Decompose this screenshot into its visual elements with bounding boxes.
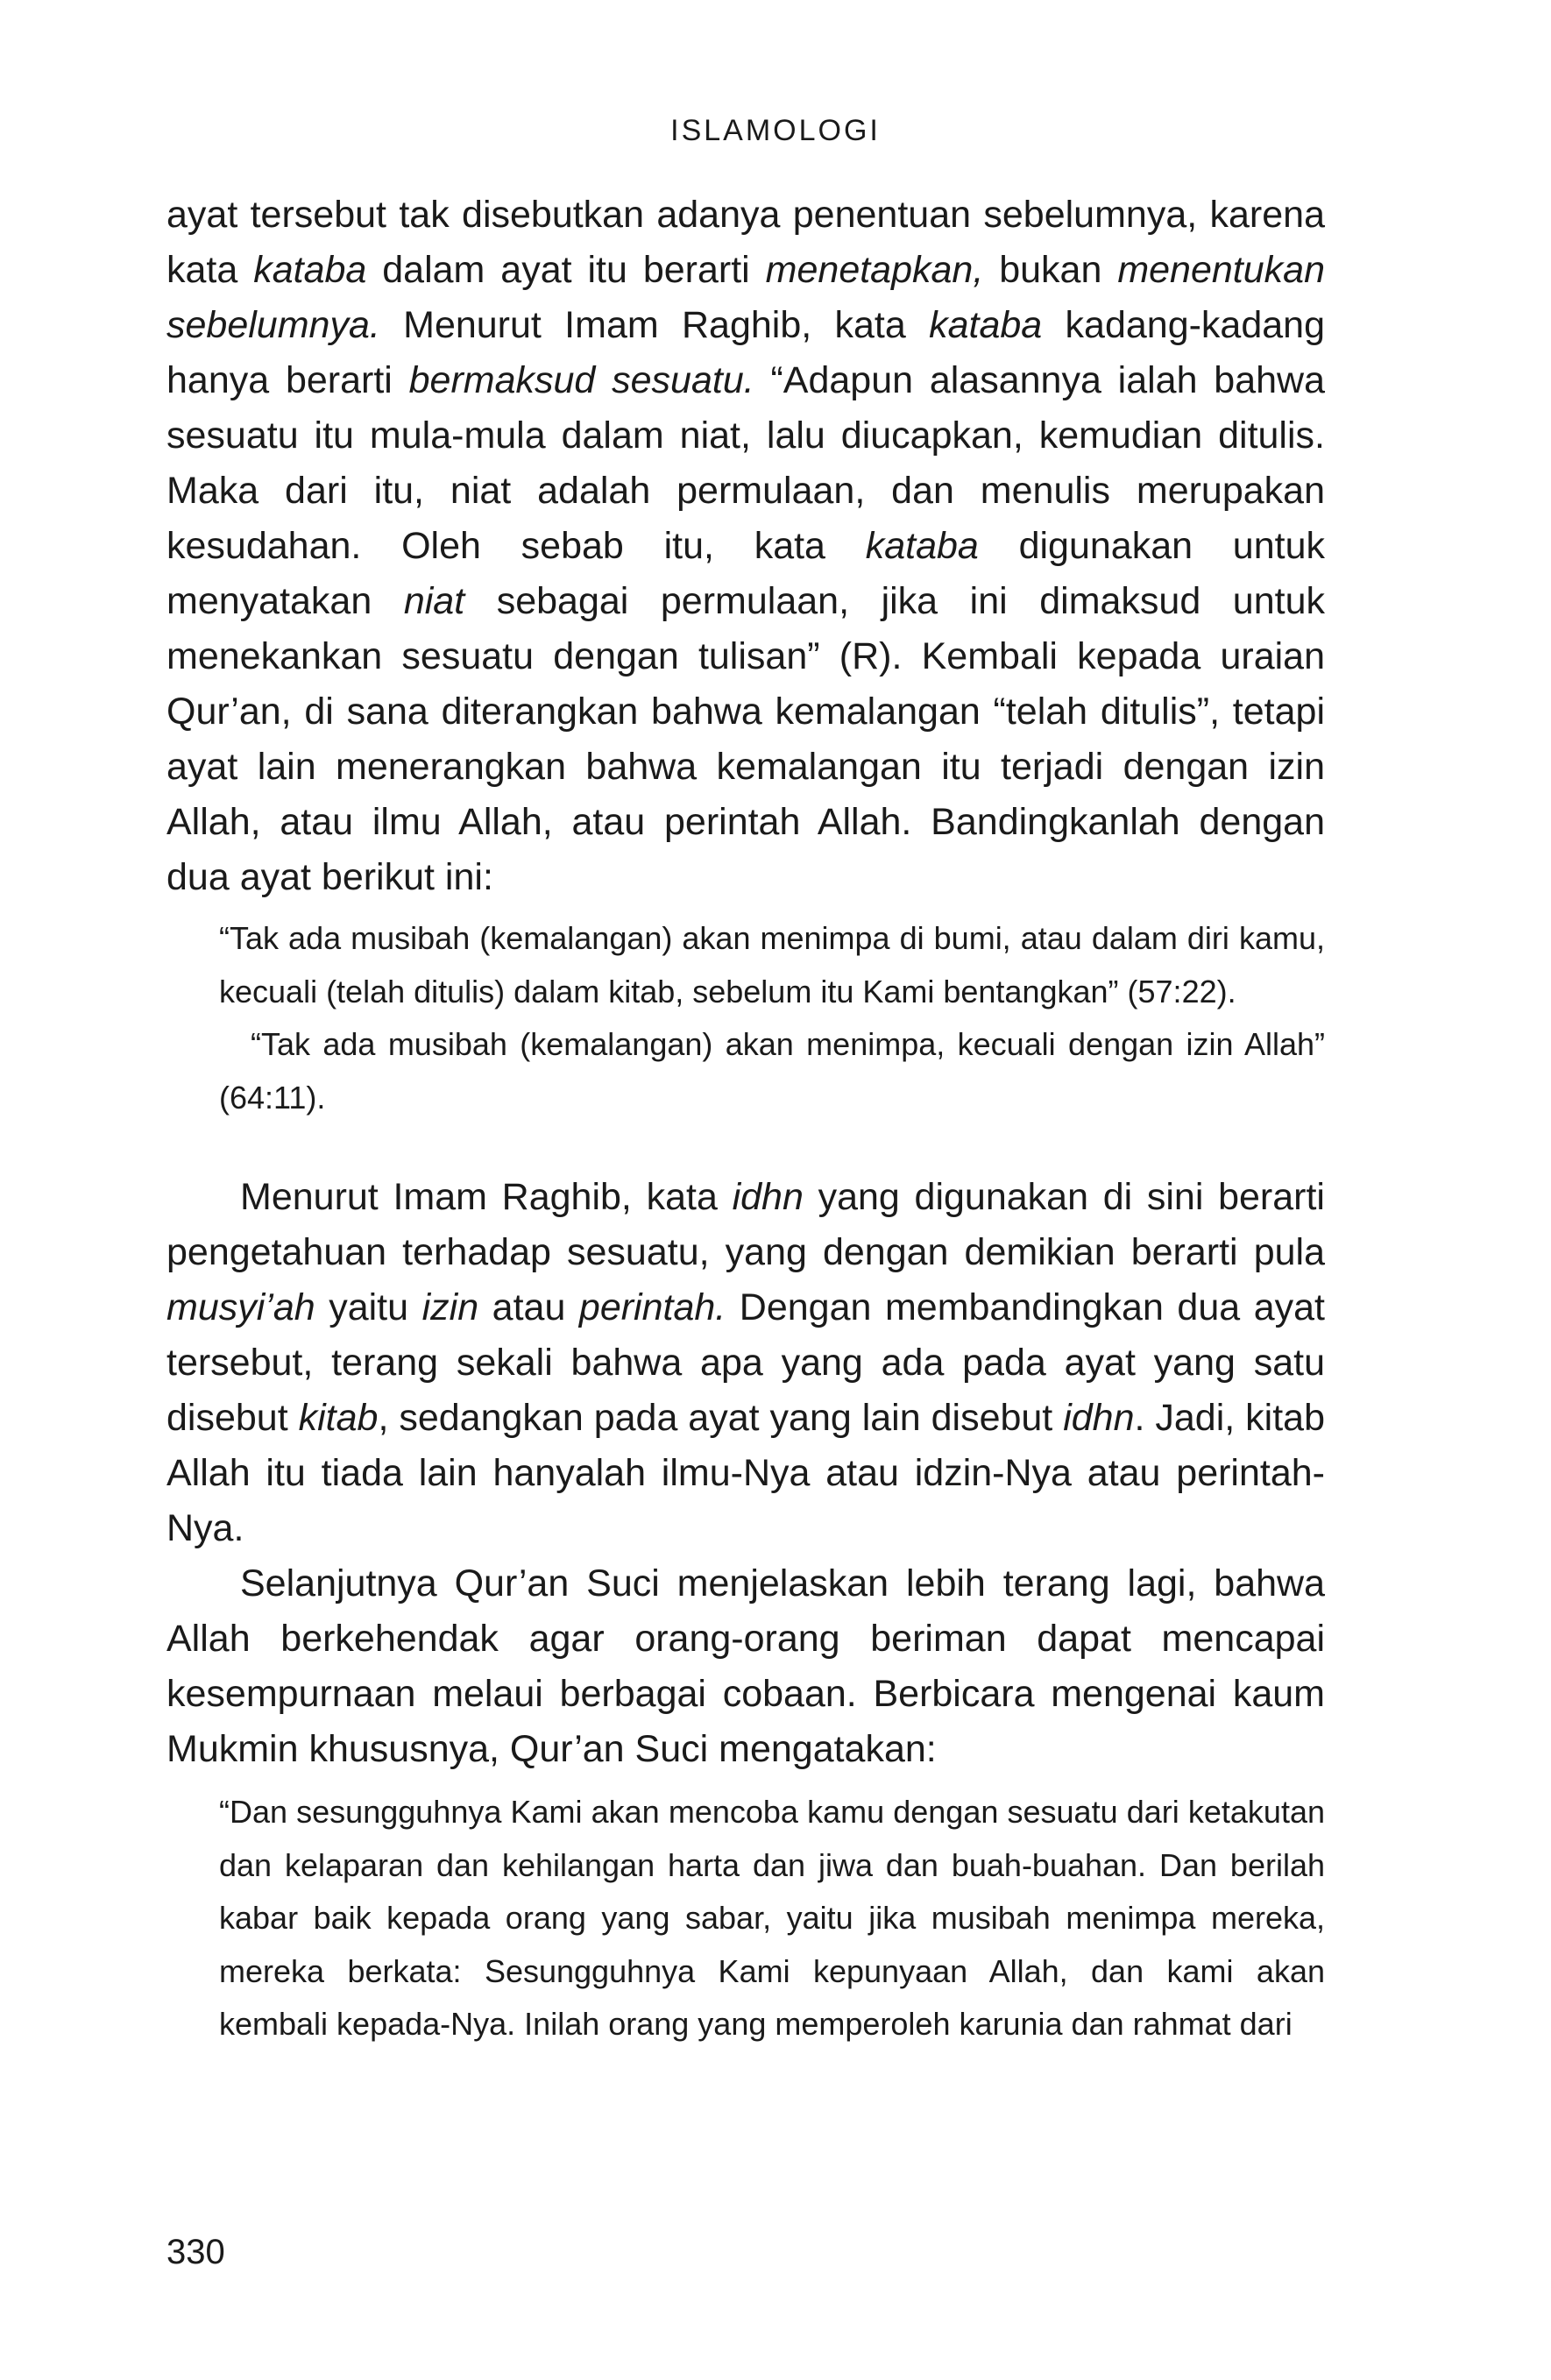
paragraph-3: Selanjutnya Qur’an Suci menjelaskan lebih terang lagi, bahwa Allah berkehendak agar orang-orang beriman dapat mencapai kesempurnaan melaui berbagai cobaan. Berbicara mengenai kaum Mukmin khususnya, Qur’an Suci mengatakan:: [166, 1562, 1325, 1770]
quote-block-2: [219, 1786, 1325, 2051]
page-number: 330: [166, 2233, 225, 2271]
paragraph-1: ayat tersebut tak disebutkan adanya penentuan sebelumnya, karena kata kataba dalam ayat itu berarti menetapkan, bukan menentukan sebelumnya. Menurut Imam Raghib, kata kataba kadang-kadang hanya berarti bermaksud sesuatu. “Adapun alasannya ialah bahwa sesuatu itu mula-mula dalam niat, lalu diucapkan, kemudian ditulis. Maka dari itu, niat adalah permulaan, dan menulis merupakan kesudahan. Oleh sebab itu, kata kataba digunakan untuk menyatakan niat sebagai permulaan, jika ini dimaksud untuk menekankan sesuatu dengan tulisan” (R). Kembali kepada uraian Qur’an, di sana diterangkan bahwa kemalangan “telah ditulis”, tetapi ayat lain menerangkan bahwa kemalangan itu terjadi dengan izin Allah, atau ilmu Allah, atau perintah Allah. Bandingkanlah dengan dua ayat berikut ini:: [166, 194, 1326, 898]
quote-64-11: “Tak ada musibah (kemalangan) akan menimpa, kecuali dengan izin Allah” (64:11).: [219, 1026, 1325, 1116]
quote-57-22: “Tak ada musibah (kemalangan) akan menimpa di bumi, atau dalam diri kamu, kecuali (telah ditulis) dalam kitab, sebelum itu Kami bentangkan” (57:22).: [219, 920, 1325, 1009]
quote-block-1: [219, 912, 1325, 1124]
running-header: ISLAMOLOGI: [670, 114, 881, 147]
paragraph-2: Menurut Imam Raghib, kata idhn yang digunakan di sini berarti pengetahuan terhadap sesuatu, yang dengan demikian berarti pula musyi’ah yaitu izin atau perintah. Dengan membandingkan dua ayat tersebut, terang sekali bahwa apa yang ada pada ayat yang satu disebut kitab, sedangkan pada ayat yang lain disebut idhn. Jadi, kitab Allah itu tiada lain hanyalah ilmu-Nya atau idzin-Nya atau perintah-Nya.: [166, 1176, 1325, 1549]
quote-2-155: “Dan sesungguhnya Kami akan mencoba kamu dengan sesuatu dari ketakutan dan kelaparan dan kehilangan harta dan jiwa dan buah-buahan. Dan berilah kabar baik kepada orang yang sabar, yaitu jika musibah menimpa mereka, mereka berkata: Sesungguhnya Kami kepunyaan Allah, dan kami akan kembali kepada-Nya. Inilah orang yang memperoleh karunia dan rahmat dari: [219, 1794, 1325, 2042]
main-text: [166, 188, 1325, 2051]
